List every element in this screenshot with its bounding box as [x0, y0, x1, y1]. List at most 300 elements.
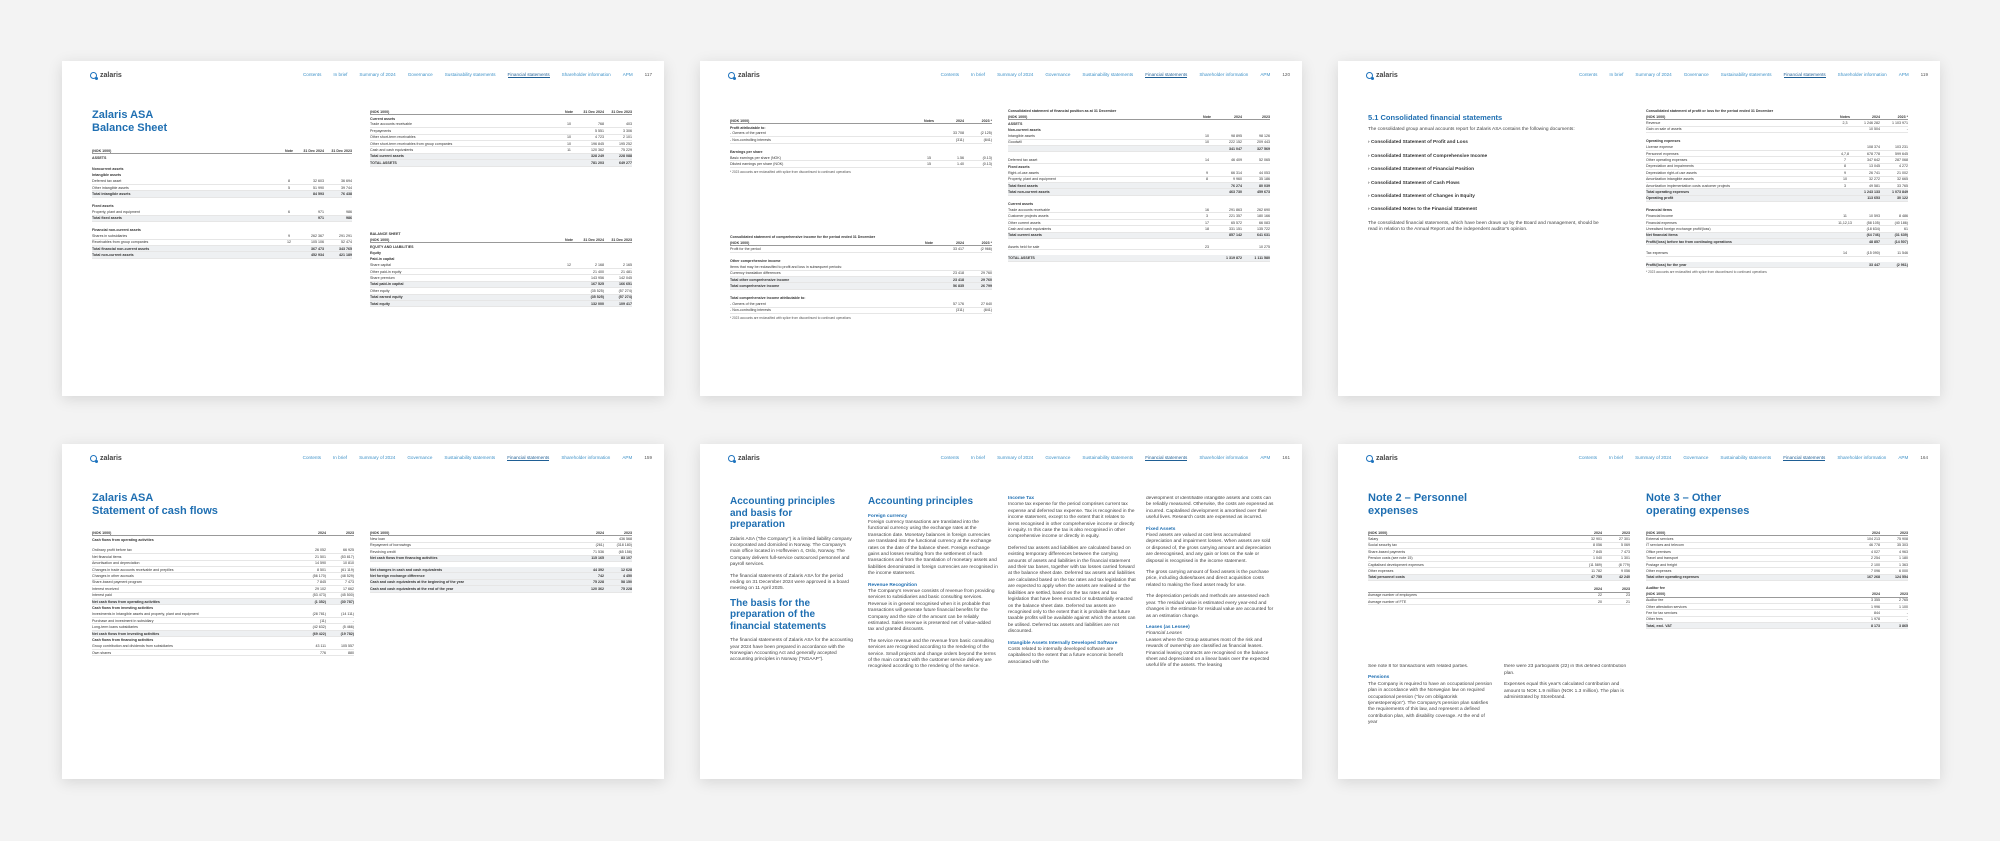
list-item: › Consolidated Statement of Changes in Equity [1368, 194, 1608, 200]
paragraph: The Company's revenue consists of revenue from providing services to subsidiaries and basic consulting services. Revenue is in general recognised when it is probable that transactions will generate future financial benefits for the Company and the size of the amount can be reliably estimated. Sales revenue is presented net of value-added tax and granted discounts. [868, 588, 995, 633]
nav-shareholder[interactable]: Shareholder information [1837, 72, 1887, 77]
table-cell: Currency translation differences [730, 271, 781, 276]
table-cell: 209 443 [1257, 140, 1270, 145]
table-cell: 103 231 [1895, 145, 1908, 150]
intro-text: The consolidated group annual accounts report for Zalaris ASA contains the following documents: [1368, 127, 1575, 132]
table-cell: 10 [567, 135, 571, 140]
table-cell: Total personnel costs [1368, 575, 1405, 580]
table-cell: Profit for the period [730, 247, 761, 252]
table-cell: 75 228 [621, 586, 632, 591]
table-cell: 32 901 [1591, 537, 1602, 542]
table-cell: 83 107 [621, 556, 632, 561]
table-cell: Profit/(loss) for the year [1646, 262, 1687, 267]
table-cell: 10 275 [1259, 244, 1270, 249]
table-cell: Deferred tax asset [92, 179, 122, 184]
paragraph: The gross carrying amount of fixed assets is the purchase price, including duties/taxes and direct acquisition costs related to making the fixed asset ready for use. [1146, 570, 1269, 588]
table-cell: 142 045 [619, 276, 632, 281]
paragraph: Foreign currency transactions are translated into the functional currency using the exchange rates at the transaction date. Monetary balances in foreign currencies are translated into the functional currency at the exchange rates on the date of the balance sheet. Foreign exchange gains and losses resulting from the settlement of such transactions and from the translation of monetary assets and liabilities denominated in foreign currencies are recognised in the income statement. [868, 519, 998, 577]
table-cell: 8 [288, 179, 290, 184]
table-cell: 10 810 [343, 561, 354, 566]
table-cell: 9 [288, 233, 290, 238]
nav-apm[interactable]: APM [1260, 72, 1271, 77]
table-cell: 1 111 580 [1254, 256, 1270, 261]
table-cell: 291 291 [339, 233, 352, 238]
table-cell: 9 [1844, 170, 1846, 175]
table-cell: 1.40 [957, 162, 964, 167]
nav-shareholder[interactable]: Shareholder information [1199, 72, 1249, 77]
header-cell: 31 Dec 2023 [331, 148, 352, 153]
table-cell: Operating expenses [1646, 139, 1681, 144]
table-cell: 132 000 [591, 301, 604, 306]
table-row [730, 308, 992, 314]
table-cell: 65 572 [1231, 220, 1242, 225]
table-cell: 781 203 [591, 160, 604, 165]
nav-contents[interactable]: Contents [1578, 72, 1598, 77]
table-cell: Tax expenses [1646, 251, 1668, 256]
table-cell: (35 525) [590, 295, 604, 300]
table-footnote: * 2023 accounts are reclassified with splice from discontinued to continued operations [730, 315, 851, 320]
section-heading: 5.1 Consolidated financial statements [1368, 113, 1503, 122]
table-cell: 17 [1205, 220, 1209, 225]
table-cell: 1 180 [1899, 556, 1908, 561]
header-cell: (NOK 1000) [370, 530, 390, 535]
table-cell: 58 150 [621, 580, 632, 585]
table-cell: 9 960 [1233, 177, 1242, 182]
balance-current-assets-table [370, 109, 632, 167]
table-cell: 2 254 [1871, 556, 1880, 561]
table-cell: 22 [1598, 593, 1602, 598]
nav-summary[interactable]: Summary of 2024 [1635, 72, 1672, 77]
table-cell: 11 546 [1897, 251, 1908, 256]
nav-shareholder[interactable]: Shareholder information [1837, 455, 1887, 460]
table-cell: 84 593 [313, 192, 324, 197]
table-cell: 971 [318, 209, 324, 214]
page-title: Zalaris ASA Statement of cash flows [92, 492, 218, 517]
table-cell: Other comprehensive income [730, 258, 781, 263]
table-cell: Revenue [1646, 121, 1661, 126]
table-cell: 5 551 [595, 128, 604, 133]
nav-summary[interactable]: Summary of 2024 [997, 72, 1034, 77]
table-cell: Total paid-in capital [370, 282, 404, 287]
table-cell: Share premium [370, 276, 395, 281]
nav-governance[interactable]: Governance [1683, 455, 1709, 460]
table-cell: Current assets [370, 116, 396, 121]
table-cell: Fixed assets [1008, 164, 1030, 169]
table-cell: 11 782 [1591, 569, 1602, 574]
table-cell: 452 934 [311, 253, 324, 258]
table-cell: 1 363 [1899, 562, 1908, 567]
table-cell: Revolving credit [370, 549, 396, 554]
table-cell: (0.13) [982, 155, 992, 160]
list-item: › Consolidated Statement of Cash Flows [1368, 181, 1608, 187]
table-cell: 8 [1844, 164, 1846, 169]
nav-sustainability[interactable]: Sustainability statements [444, 455, 496, 460]
header-cell: 2024 [318, 530, 326, 535]
header-cell: 2023 [346, 530, 354, 535]
table-cell: 32 272 [1869, 177, 1880, 182]
table-cell: 66 083 [1259, 220, 1270, 225]
table-cell: 347 642 [1867, 158, 1880, 163]
table-cell: 7 845 [1593, 549, 1602, 554]
other-operating-section [1646, 530, 1908, 629]
table-cell: 143 956 [591, 276, 604, 281]
nav-shareholder[interactable]: Shareholder information [1199, 455, 1249, 460]
other-operating-table [1646, 530, 1908, 581]
table-cell: 1.56 [957, 155, 964, 160]
table-cell: (57 274) [618, 288, 632, 293]
table-cell: 21 501 [315, 554, 326, 559]
sub-heading: Intangible Assets Internally Developed Software [1008, 640, 1118, 646]
nav-summary[interactable]: Summary of 2024 [359, 455, 396, 460]
table-cell: (15 090) [1866, 251, 1880, 256]
nav-summary[interactable]: Summary of 2024 [1635, 455, 1672, 460]
table-cell: 33 708 [953, 131, 964, 136]
earnings-table [730, 118, 992, 168]
page-consolidated-statements [1338, 61, 1940, 396]
table-cell: 857 142 [1229, 233, 1242, 238]
table-cell: 48 857 [1869, 239, 1880, 244]
table-cell: Total fixed assets [1008, 183, 1038, 188]
table-cell: 61 [1904, 226, 1908, 231]
table-cell: 166 651 [619, 282, 632, 287]
header-cell: 2024 [1594, 530, 1602, 535]
table-cell: - Non-controlling interests [730, 137, 771, 142]
table-cell: TOTAL ASSETS [370, 160, 397, 165]
nav-financial-statements[interactable]: Financial statements [1783, 72, 1826, 77]
nav-contents[interactable]: Contents [940, 455, 960, 460]
table-cell: Total current assets [1008, 233, 1042, 238]
table-cell: 5 069 [1621, 543, 1630, 548]
table-cell: Trade accounts receivable [1008, 207, 1051, 212]
nav-sustainability[interactable]: Sustainability statements [1082, 455, 1134, 460]
table-cell: (61 119) [340, 567, 354, 572]
table-cell: Pension costs (see note 15) [1368, 556, 1413, 561]
header-cell: 2023 * [981, 118, 992, 123]
header-cell: 31 Dec 2023 [611, 109, 632, 114]
table-cell: 4 027 [1871, 549, 1880, 554]
table-cell: Net cash flows from operating activities [92, 599, 160, 604]
nav-apm[interactable]: APM [1260, 455, 1271, 460]
zalaris-logo-icon [90, 455, 97, 462]
nav-contents[interactable]: Contents [940, 72, 960, 77]
table-cell: 52 065 [1259, 158, 1270, 163]
personnel-expenses-section [1368, 530, 1630, 605]
nav-governance[interactable]: Governance [1045, 72, 1071, 77]
table-cell: Ordinary profit before tax [92, 548, 132, 553]
table-cell: 35 303 [1897, 543, 1908, 548]
principles-col-2 [868, 496, 998, 774]
note3-title: Note 3 – Other operating expenses [1646, 492, 1750, 517]
table-cell: Other current assets [1008, 220, 1041, 225]
header-cell: (NOK 1000) [92, 530, 112, 535]
table-cell: 21 400 [593, 269, 604, 274]
table-cell: Net financial items [92, 554, 122, 559]
nav-in-brief[interactable]: In brief [1609, 72, 1624, 77]
table-cell: Paid-in capital [370, 257, 395, 262]
table-cell: 228 088 [619, 154, 632, 159]
table-cell: - [1906, 617, 1908, 622]
table-cell: (2 125) [980, 131, 992, 136]
table-cell: IT services and telecom [1646, 543, 1684, 548]
table-cell: Purchase and investment in subsidiary [92, 618, 154, 623]
nav-apm[interactable]: APM [1898, 455, 1909, 460]
table-cell: 10 504 [1869, 127, 1880, 132]
nav-sustainability[interactable]: Sustainability statements [1082, 72, 1134, 77]
list-item: › Consolidated Notes to the Financial Statement [1368, 207, 1608, 213]
table-cell: Group contribution and dividends from subsidiaries [92, 644, 173, 649]
comprehensive-income-section [730, 232, 992, 320]
table-cell: Trade accounts receivable [370, 122, 413, 127]
header-cell: Note [1203, 114, 1211, 119]
table-cell: 3 355 [1871, 598, 1880, 603]
table-cell: Assets held for sale [1008, 244, 1040, 249]
nav-shareholder[interactable]: Shareholder information [561, 455, 611, 460]
header-cell: 31 Dec 2024 [583, 237, 604, 242]
sub-heading: Income Tax [1008, 496, 1035, 501]
paragraph: Deferred tax assets and liabilities are calculated based on existing temporary differences between the carrying amounts of assets and liabilities in the financial statement and their tax bases, together with tax losses carried forward at the balance sheet date. Deferred tax assets and liabilities are calculated based on the tax rates and tax legislation that are expected to apply when the assets are realised or the liabilities are settled, based on the tax rates and tax legislation that have been enacted or substantially enacted on the balance sheet date. Deferred tax assets are recognised only to the extent that it is probable that future taxable profits will be available against which the assets can be utilised. Deferred tax assets and liabilities are not discounted. [1008, 545, 1136, 635]
table-cell: Other short-term receivables [370, 135, 416, 140]
nav-summary[interactable]: Summary of 2024 [997, 455, 1034, 460]
table-cell: 3 865 [1899, 623, 1908, 628]
page-consolidated-income [700, 61, 1302, 396]
table-cell: Other expenses [1368, 569, 1394, 574]
table-cell: 32 665 [1897, 177, 1908, 182]
table-cell: 23 [1205, 244, 1209, 249]
header-cell: Notes [924, 118, 934, 123]
header-cell: 2024 [956, 118, 964, 123]
table-cell: Salary [1368, 537, 1379, 542]
table-footnote: * 2023 accounts are reclassified with splice from discontinued to continued operations [1646, 270, 1767, 275]
table-cell: Total equity [370, 301, 390, 306]
table-cell: 1 996 [1871, 604, 1880, 609]
nav-financial-statements[interactable]: Financial statements [1145, 72, 1188, 77]
table-cell: 4 450 [623, 574, 632, 579]
table-cell: Total, excl. VAT [1646, 623, 1672, 628]
header-cell: (NOK 1000) [370, 237, 390, 242]
table-cell: (45 500) [340, 593, 354, 598]
table-cell: 20 [1598, 599, 1602, 604]
table-row [370, 160, 632, 166]
paragraph: The depreciation periods and methods are assessed each year. The residual value is estimated every year-end and changes in the estimate for residual value are accounted for as an estimation change. [1146, 594, 1274, 619]
header-cell: (NOK 1000) [1008, 114, 1028, 119]
table-cell: 33 765 [1897, 183, 1908, 188]
table-cell: Share-based payments [1368, 549, 1406, 554]
table-cell: Office premises [1646, 549, 1671, 554]
nav-financial-statements[interactable]: Financial statements [507, 72, 550, 77]
table-cell: 32 603 [313, 179, 324, 184]
header-cell: 2023 * [981, 240, 992, 245]
paragraph: Expenses equal this year's calculated contribution and amount to NOK 1.9 million (NOK 1.3 million). The plan is administrated by Storebrand. [1504, 682, 1624, 701]
table-cell: 26 052 [315, 548, 326, 553]
page-number: 119 [1920, 72, 1928, 77]
header-cell: (NOK 1000) [1646, 114, 1666, 119]
table-cell: (261) [595, 543, 604, 548]
nav-governance[interactable]: Governance [1045, 455, 1071, 460]
table-cell: 7 096 [1871, 569, 1880, 574]
table-cell: 108 374 [1867, 145, 1880, 150]
table-cell: 341 047 [1229, 146, 1242, 151]
table-cell: 343 765 [339, 246, 352, 251]
header-cell: Note [925, 240, 933, 245]
nav-sustainability[interactable]: Sustainability statements [1720, 455, 1772, 460]
table-cell: 678 778 [1867, 151, 1880, 156]
table-cell: 66 925 [343, 548, 354, 553]
table-cell: Non-current assets [1008, 127, 1041, 132]
table-cell: (18 634) [1866, 226, 1880, 231]
table-cell: 15 [927, 162, 931, 167]
table-cell: 1 040 [1593, 556, 1602, 561]
nav-in-brief[interactable]: In brief [333, 72, 348, 77]
nav-apm[interactable]: APM [1898, 72, 1909, 77]
table-cell: (57 274) [618, 295, 632, 300]
table-cell: Average number of employees [1368, 593, 1417, 598]
nav-governance[interactable]: Governance [407, 455, 433, 460]
header-cell: 2023 [1900, 530, 1908, 535]
page-header [90, 69, 652, 81]
table-cell: Profit/(loss) before tax from continuing operations [1646, 239, 1732, 244]
table-cell: - [602, 537, 604, 542]
table-cell: Net financial items [1646, 233, 1678, 238]
table-cell: Total earned equity [370, 295, 403, 300]
table-cell: 12 [287, 240, 291, 245]
table-cell: Personnel expenses [1646, 151, 1679, 156]
table-cell: Items that may be reclassified to profit and loss in subsequent periods: [730, 264, 843, 269]
table-caption: Consolidated statement of profit or loss for the period ended 31 December [1646, 109, 1774, 113]
table-cell: 4 272 [1899, 164, 1908, 169]
table-cell: 14 [1843, 251, 1847, 256]
table-cell: Cash and cash equivalents at the beginning of the year [370, 580, 465, 585]
table-cell: 10 [1205, 133, 1209, 138]
zalaris-logo-icon [1366, 72, 1373, 79]
sub-heading: Revenue Recognition [868, 582, 918, 588]
nav-governance[interactable]: Governance [407, 72, 433, 77]
table-cell: Capitalised development expenses [1368, 562, 1424, 567]
header-cell: 2023 * [1897, 114, 1908, 119]
table-cell: Fixed assets [92, 203, 114, 208]
table-cell: Share-based payment program [92, 580, 142, 585]
table-cell: 221 357 [1229, 214, 1242, 219]
nav-sustainability[interactable]: Sustainability statements [444, 72, 496, 77]
nav-in-brief[interactable]: In brief [971, 72, 986, 77]
top-nav [941, 72, 1290, 78]
table-cell: Operating profit [1646, 196, 1674, 201]
table-cell: 421 189 [339, 253, 352, 258]
nav-financial-statements[interactable]: Financial statements [1783, 455, 1826, 460]
table-cell: 8 501 [317, 567, 326, 572]
paragraph: development of identifiable intangible assets and costs can be reliably measured. Otherwise, the costs are expensed as incurred. Capitalised development is amortised over their useful lives. Research costs are expensed as incurred. [1146, 496, 1274, 521]
header-cell: 2024 [1594, 586, 1602, 591]
header-cell: 31 Dec 2024 [303, 148, 324, 153]
nav-financial-statements[interactable]: Financial statements [1145, 455, 1188, 460]
nav-apm[interactable]: APM [622, 72, 633, 77]
table-cell: (31 639) [1894, 233, 1908, 238]
table-cell: - [352, 618, 354, 623]
table-cell: 180 166 [1257, 214, 1270, 219]
nav-in-brief[interactable]: In brief [1609, 455, 1624, 460]
table-cell: - [1906, 610, 1908, 615]
table-cell: 328 249 [591, 154, 604, 159]
nav-in-brief[interactable]: In brief [333, 455, 348, 460]
table-cell: 26 741 [1869, 170, 1880, 175]
table-cell: Amortization intangible assets [1646, 177, 1694, 182]
nav-governance[interactable]: Governance [1683, 72, 1709, 77]
nav-financial-statements[interactable]: Financial statements [507, 455, 550, 460]
table-cell: 10 [567, 141, 571, 146]
table-cell: 51 990 [313, 185, 324, 190]
table-cell: 844 [1874, 610, 1880, 615]
nav-summary[interactable]: Summary of 2024 [359, 72, 396, 77]
table-cell: 15 [927, 155, 931, 160]
table-cell: 1 243 133 [1864, 189, 1880, 194]
nav-contents[interactable]: Contents [1578, 455, 1598, 460]
table-cell: Goodwill [1008, 140, 1022, 145]
comprehensive-income-table [730, 240, 992, 314]
table-cell: Other paid-in equity [370, 269, 402, 274]
page-number: 161 [1282, 455, 1290, 460]
nav-in-brief[interactable]: In brief [971, 455, 986, 460]
table-cell: (8 779) [1618, 562, 1630, 567]
nav-apm[interactable]: APM [622, 455, 633, 460]
page-header [90, 452, 652, 464]
paragraph: Zalaris ASA ("the Company") is a limited liability company incorporated and domiciled in Norway. The Company's main office located in Hoffsveien 4, Oslo, Norway. The Company delivers full-service outsourced personnel and payroll services. [730, 536, 852, 568]
note2-title: Note 2 – Personnel expenses [1368, 492, 1468, 517]
sub-heading-italic: Financial Leases [1146, 631, 1182, 637]
table-cell: (65 158) [618, 549, 632, 554]
table-cell: 44 392 [593, 567, 604, 572]
table-cell: (2 961) [1896, 262, 1908, 267]
nav-contents[interactable]: Contents [302, 72, 322, 77]
table-cell: Repayment of borrowings [370, 543, 411, 548]
table-cell: Amortisation and depreciation [92, 561, 140, 566]
paragraph: Costs related to internally developed software are capitalised to the extent that a future economic benefit associated with the [1008, 646, 1123, 665]
table-cell: Current assets [1008, 201, 1034, 206]
table-cell: Financial non-current assets [92, 228, 141, 233]
nav-shareholder[interactable]: Shareholder information [561, 72, 611, 77]
sub-heading: Pensions [1368, 675, 1390, 681]
header-cell: (NOK 1000) [370, 109, 390, 114]
nav-sustainability[interactable]: Sustainability statements [1720, 72, 1772, 77]
table-cell: 768 [598, 122, 604, 127]
table-cell: 120 362 [591, 148, 604, 153]
zalaris-logo: zalaris [90, 455, 122, 462]
table-cell: Cash flows from investing activities [92, 606, 154, 611]
related-parties-note: See note 8 for transactions with related parties. [1368, 664, 1469, 669]
table-row [1646, 262, 1908, 268]
table-cell: 10 [1205, 140, 1209, 145]
nav-contents[interactable]: Contents [302, 455, 322, 460]
table-cell: Social security tax [1368, 543, 1397, 548]
page-cash-flows [62, 444, 664, 779]
table-cell: 29 102 [315, 586, 326, 591]
table-cell: 23 418 [953, 277, 964, 282]
table-cell: Total comprehensive income [730, 284, 780, 289]
table-cell: 7 [1844, 158, 1846, 163]
table-cell: Other attestation services [1646, 604, 1687, 609]
table-cell: 7 473 [345, 580, 354, 585]
table-cell: 8 486 [1899, 214, 1908, 219]
page-number: 117 [644, 72, 652, 77]
table-cell: 14 590 [315, 561, 326, 566]
table-cell: 403 [626, 122, 632, 127]
table-cell: 2 168 [595, 263, 604, 268]
page-number: 164 [1920, 455, 1928, 460]
table-cell: Average number of FTE [1368, 599, 1407, 604]
table-cell: Total intangible assets [92, 192, 131, 197]
table-cell: Other fees [1646, 617, 1663, 622]
table-cell: - [1906, 127, 1908, 132]
table-row [1646, 575, 1908, 581]
table-cell: TOTAL ASSETS [1008, 256, 1035, 261]
